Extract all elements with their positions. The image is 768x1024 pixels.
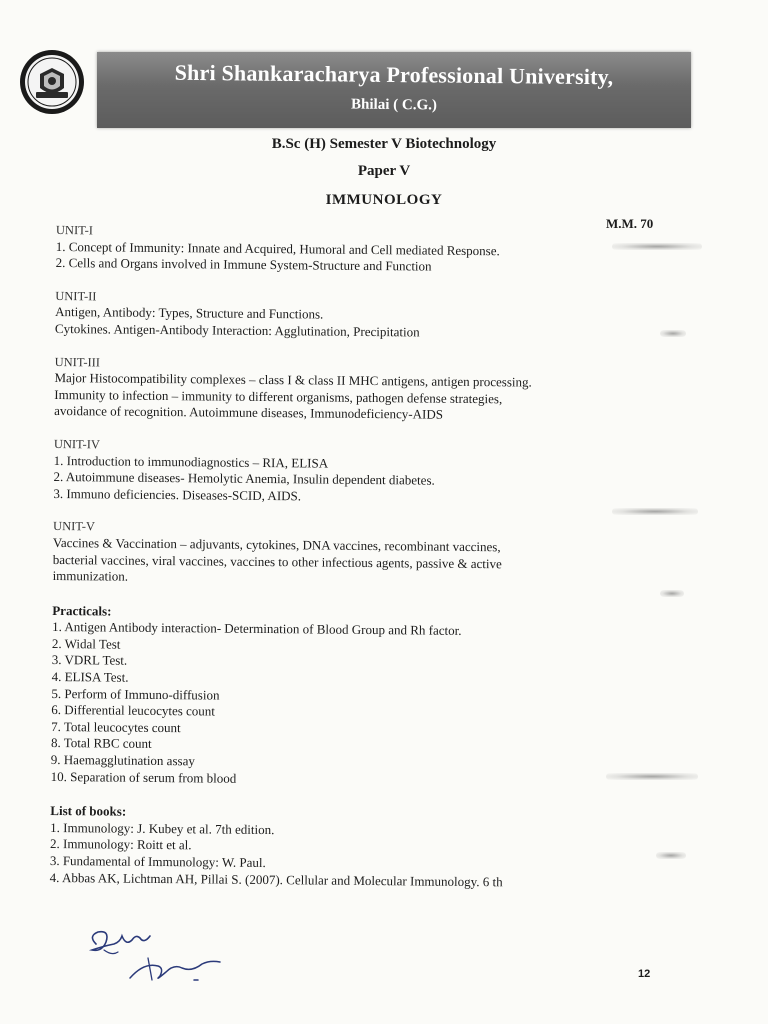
page-number: 12 bbox=[638, 968, 651, 980]
unit-line: 2. Cells and Organs involved in Immune System-Structure and Function bbox=[55, 255, 432, 274]
handwritten-signature-icon bbox=[74, 922, 234, 988]
books-title: List of books: bbox=[50, 803, 127, 819]
unit-title: UNIT-IV bbox=[53, 436, 100, 452]
practical-item: 2. Widal Test bbox=[51, 635, 121, 652]
unit-title: UNIT-V bbox=[53, 519, 96, 534]
paper-title: Paper V bbox=[357, 163, 411, 179]
practical-item: 3. VDRL Test. bbox=[51, 652, 128, 669]
book-item: 3. Fundamental of Immunology: W. Paul. bbox=[49, 852, 266, 871]
practical-item: 9. Haemagglutination assay bbox=[50, 752, 195, 769]
practical-item: 6. Differential leucocytes count bbox=[51, 702, 216, 719]
unit-line: Immunity to infection – immunity to different organisms, pathogen defense strategies, bbox=[54, 386, 503, 407]
unit-line: Major Histocompatibility complexes – class I & class II MHC antigens, antigen processing. bbox=[54, 370, 532, 390]
book-item: 2. Immunology: Roitt et al. bbox=[49, 836, 192, 853]
scan-smudge bbox=[660, 330, 686, 337]
practical-item: 4. ELISA Test. bbox=[51, 669, 129, 685]
unit-line: 3. Immuno deficiencies. Diseases-SCID, AIDS. bbox=[53, 485, 302, 504]
book-item: 1. Immunology: J. Kubey et al. 7th edition. bbox=[50, 819, 275, 837]
university-name: Shri Shankaracharya Professional University, bbox=[174, 59, 614, 90]
book-item: 4. Abbas AK, Lichtman AH, Pillai S. (2007). Cellular and Molecular Immunology. 6 th bbox=[49, 869, 503, 889]
syllabus-body bbox=[50, 222, 656, 892]
unit-line: 1. Introduction to immunodiagnostics – RIA, ELISA bbox=[53, 452, 329, 471]
practical-item: 8. Total RBC count bbox=[50, 735, 152, 752]
unit-line: bacterial vaccines, viral vaccines, vaccines to other infectious agents, passive & active bbox=[52, 551, 502, 571]
unit-line: 2. Autoimmune diseases- Hemolytic Anemia, Insulin dependent diabetes. bbox=[53, 469, 435, 488]
university-city: Bhilai ( C.G.) bbox=[351, 96, 438, 114]
university-seal-icon bbox=[18, 48, 86, 116]
max-marks: M.M. 70 bbox=[606, 216, 654, 231]
practical-item: 7. Total leucocytes count bbox=[51, 718, 181, 736]
practical-item: 10. Separation of serum from blood bbox=[50, 768, 237, 786]
unit-line: Vaccines & Vaccination – adjuvants, cytokines, DNA vaccines, recombinant vaccines, bbox=[52, 534, 501, 555]
practicals-title: Practicals: bbox=[52, 602, 112, 619]
practical-item: 5. Perform of Immuno-diffusion bbox=[51, 685, 220, 703]
unit-line: 1. Concept of Immunity: Innate and Acquired, Humoral and Cell mediated Response. bbox=[55, 238, 500, 258]
unit-line: Cytokines. Antigen-Antibody Interaction: Agglutination, Precipitation bbox=[54, 320, 420, 340]
practical-item: 1. Antigen Antibody interaction- Determination of Blood Group and Rh factor. bbox=[52, 619, 462, 639]
unit-line: immunization. bbox=[52, 568, 129, 584]
unit-line: avoidance of recognition. Autoimmune diseases, Immunodeficiency-AIDS bbox=[54, 403, 444, 423]
subject-title: IMMUNOLOGY bbox=[325, 192, 443, 208]
unit-title: UNIT-III bbox=[54, 354, 101, 369]
scan-smudge bbox=[660, 590, 684, 597]
university-banner bbox=[97, 52, 691, 128]
unit-title: UNIT-II bbox=[55, 288, 97, 304]
scan-smudge bbox=[656, 852, 686, 859]
scan-smudge bbox=[612, 243, 702, 250]
scan-smudge bbox=[606, 773, 698, 780]
program-title: B.Sc (H) Semester V Biotechnology bbox=[271, 136, 497, 152]
scan-smudge bbox=[612, 508, 698, 515]
unit-title: UNIT-I bbox=[55, 222, 94, 238]
unit-line: Antigen, Antibody: Types, Structure and Functions. bbox=[55, 304, 324, 322]
